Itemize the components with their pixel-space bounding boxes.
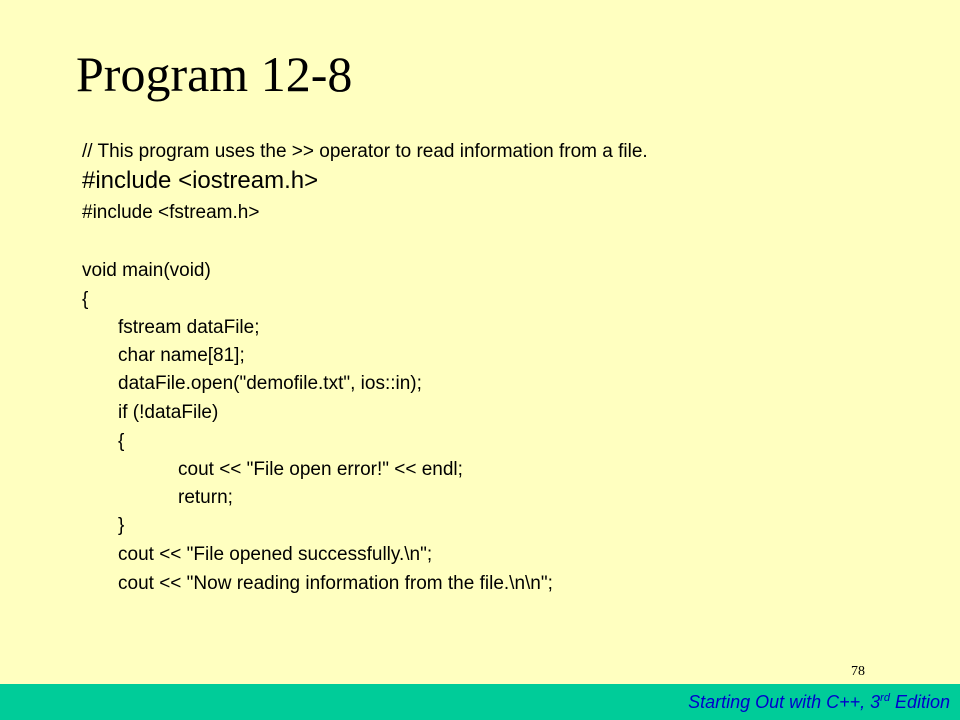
code-line-include-iostream: #include <iostream.h> xyxy=(82,167,319,194)
code-line-success-output: cout << "File opened successfully.\n"; xyxy=(118,544,433,565)
code-line-comment: // This program uses the >> operator to read information from a file. xyxy=(82,141,648,162)
footer-text xyxy=(688,690,950,714)
footer-bar xyxy=(0,684,960,720)
code-line-open-brace: { xyxy=(82,289,89,310)
code-line-char-decl: char name[81]; xyxy=(118,345,245,366)
footer-text-superscript: rd xyxy=(880,692,890,704)
code-line-fstream-decl: fstream dataFile; xyxy=(118,317,260,338)
code-line-include-fstream: #include <fstream.h> xyxy=(82,202,260,223)
code-line-if: if (!dataFile) xyxy=(118,402,219,423)
code-line-if-close-brace: } xyxy=(118,515,125,536)
page-number: 78 xyxy=(851,664,865,679)
footer-text-prefix: Starting Out with C++, 3 xyxy=(688,692,881,712)
code-line-reading-output: cout << "Now reading information from the file.\n\n"; xyxy=(118,573,553,594)
footer-text-suffix: Edition xyxy=(889,692,950,712)
code-line-return: return; xyxy=(178,487,233,508)
code-line-main-signature: void main(void) xyxy=(82,260,211,281)
code-line-if-open-brace: { xyxy=(118,431,125,452)
code-line-error-output: cout << "File open error!" << endl; xyxy=(178,459,463,480)
slide-title: Program 12-8 xyxy=(76,46,353,102)
code-line-open-call: dataFile.open("demofile.txt", ios::in); xyxy=(118,373,422,394)
